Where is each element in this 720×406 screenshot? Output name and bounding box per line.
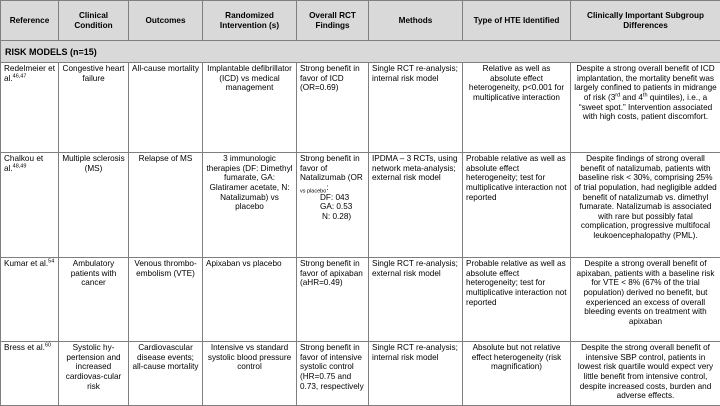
outcomes-cell: Venous thrombo-embolism (VTE) bbox=[129, 258, 203, 342]
table-row bbox=[1, 342, 720, 406]
reference-name: Kumar et al. bbox=[4, 259, 49, 269]
intervention-cell: Apixaban vs placebo bbox=[203, 258, 297, 342]
subgroup-cell: Despite a strong overall benefit of ICD implantation, the mortality benefit was largely confined to patients in midrange of risk (3rd and 4th quintiles), i.e., a “sweet spot.” Intervention associated with high costs, patient discomfort. bbox=[571, 63, 720, 153]
table-row bbox=[1, 153, 720, 258]
table-row bbox=[1, 258, 720, 342]
methods-cell: IPDMA – 3 RCTs, using network meta-analysis; external risk model bbox=[369, 153, 463, 258]
reference-cell bbox=[1, 342, 59, 406]
outcomes-cell: Relapse of MS bbox=[129, 153, 203, 258]
header-findings: Overall RCT Findings bbox=[297, 1, 369, 41]
outcomes-cell: All-cause mortality bbox=[129, 63, 203, 153]
condition-cell: Systolic hy-pertension and increased cardiovas-cular risk bbox=[59, 342, 129, 406]
header-row bbox=[1, 1, 720, 41]
header-reference: Reference bbox=[1, 1, 59, 41]
header-hte: Type of HTE Identified bbox=[463, 1, 571, 41]
outcomes-cell: Cardiovascular disease events; all-cause mortality bbox=[129, 342, 203, 406]
methods-cell: Single RCT re-analysis; external risk model bbox=[369, 258, 463, 342]
header-methods: Methods bbox=[369, 1, 463, 41]
reference-name: Bress et al. bbox=[4, 343, 45, 353]
hte-cell: Probable relative as well as absolute effect heterogeneity; test for multiplicative interaction not reported bbox=[463, 258, 571, 342]
subgroup-cell: Despite the strong overall benefit of intensive SBP control, patients in lowest risk quartile would expect very little benefit from intensive control, despite increased costs, burden and adverse effects. bbox=[571, 342, 720, 406]
reference-name: Redelmeier et al. bbox=[4, 64, 55, 83]
section-title: RISK MODELS (n=15) bbox=[1, 41, 720, 63]
reference-cell bbox=[1, 258, 59, 342]
reference-cell bbox=[1, 153, 59, 258]
header-outcomes: Outcomes bbox=[129, 1, 203, 41]
reference-cell bbox=[1, 63, 59, 153]
intervention-cell: Intensive vs standard systolic blood pressure control bbox=[203, 342, 297, 406]
findings-cell: Strong benefit in favor of intensive systolic control (HR=0.75 and 0.73, respectively bbox=[297, 342, 369, 406]
reference-citation: 54 bbox=[48, 258, 55, 265]
header-condition: Clinical Condition bbox=[59, 1, 129, 41]
condition-cell: Ambulatory patients with cancer bbox=[59, 258, 129, 342]
intervention-cell: Implantable defibrillator (ICD) vs medical management bbox=[203, 63, 297, 153]
hte-cell: Absolute but not relative effect heterogeneity (risk magnification) bbox=[463, 342, 571, 406]
findings-cell: Strong benefit in favor of Natalizumab (OR $_{vs placebo}$: DF: 043 GA: 0.53 N: 0.28) bbox=[297, 153, 369, 258]
condition-cell: Multiple sclerosis (MS) bbox=[59, 153, 129, 258]
header-subgroup: Clinically Important Subgroup Differences bbox=[571, 1, 720, 41]
condition-cell: Congestive heart failure bbox=[59, 63, 129, 153]
reference-name: Chalkou et al. bbox=[4, 154, 44, 173]
reference-citation: 60 bbox=[44, 342, 52, 349]
section-row bbox=[1, 41, 720, 63]
findings-cell: Strong benefit in favor of ICD (OR=0.69) bbox=[297, 63, 369, 153]
header-intervention: Randomized Intervention (s) bbox=[203, 1, 297, 41]
subgroup-cell: Despite a strong overall benefit of apixaban, patients with a baseline risk for VTE < 8% (67% of the trial population) derived no benefit, but experienced an excess of overall bleeding events on treatment with apixaban bbox=[571, 258, 720, 342]
reference-citation: 46,47 bbox=[12, 73, 27, 80]
reference-citation: 48,49 bbox=[12, 163, 27, 170]
intervention-cell: 3 immunologic therapies (DF: Dimethyl fumarate, GA: Glatiramer acetate, N: Natalizumab) vs placebo bbox=[203, 153, 297, 258]
findings-cell: Strong benefit in favor of apixaban (aHR=0.49) bbox=[297, 258, 369, 342]
methods-cell: Single RCT re-analysis; internal risk model bbox=[369, 342, 463, 406]
table-row bbox=[1, 63, 720, 153]
hte-cell: Relative as well as absolute effect heterogeneity, p<0.001 for multiplicative interaction bbox=[463, 63, 571, 153]
hte-cell: Probable relative as well as absolute effect heterogeneity; test for multiplicative interaction not reported bbox=[463, 153, 571, 258]
subgroup-cell: Despite findings of strong overall benefit of natalizumab, patients with baseline risk < 30%, comprising 25% of trial population, had negligible added benefit of natalizumab vs. dimethyl fumarate. Natalizumab is associated with rare but possibly fatal complication, progressive multifocal leukoencephalopathy (PML). bbox=[571, 153, 720, 258]
methods-cell: Single RCT re-analysis; internal risk model bbox=[369, 63, 463, 153]
